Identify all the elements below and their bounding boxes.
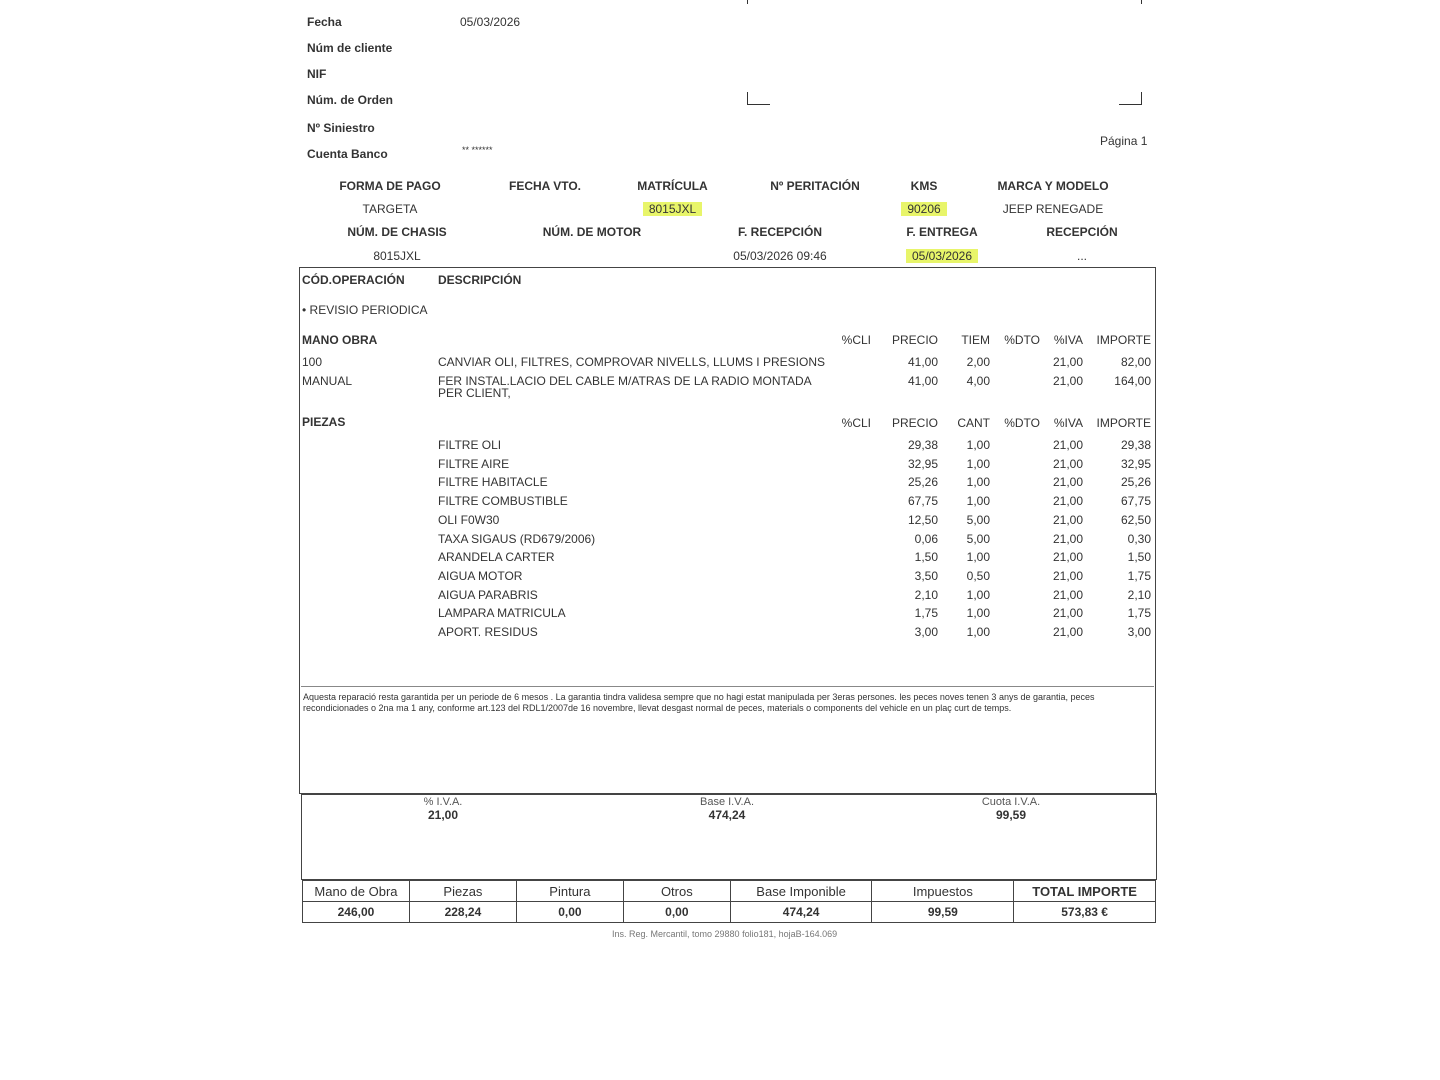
vat-base-label: Base I.V.A. (699, 796, 755, 808)
totals-pintura: 0,00 (516, 902, 623, 923)
mano-obra-desc: FER INSTAL.LACIO DEL CABLE M/ATRAS DE LA RADIO MONTADA (438, 374, 812, 388)
pieza-desc: AIGUA MOTOR (438, 568, 523, 583)
pieza-importe: 1,50 (1127, 550, 1151, 565)
pieza-precio: 1,75 (914, 606, 938, 621)
vat-cuota-label: Cuota I.V.A. (981, 796, 1041, 808)
pieza-cant: 1,00 (966, 475, 990, 490)
mano-obra-col-qty: TIEM (961, 333, 990, 347)
pieza-iva: 21,00 (1052, 475, 1083, 490)
mano-obra-code: MANUAL (302, 374, 353, 388)
totals-base-imponible: 474,24 (730, 902, 872, 923)
pieza-iva: 21,00 (1052, 625, 1083, 639)
totals-impuestos: 99,59 (872, 902, 1014, 923)
pieza-desc: AIGUA PARABRIS (438, 587, 538, 602)
kms-header: KMS (910, 179, 938, 193)
piezas-col-importe: IMPORTE (1096, 416, 1151, 430)
mano-obra-code: 100 (302, 355, 323, 369)
f-entrega-value (880, 249, 1004, 263)
mano-obra-desc-cont: PER CLIENT, (438, 386, 511, 400)
window-corner-tl (747, 0, 770, 4)
f-entrega-header: F. ENTREGA (906, 225, 978, 239)
pieza-desc: FILTRE HABITACLE (438, 475, 548, 490)
pieza-precio: 29,38 (907, 438, 938, 452)
pieza-importe: 25,26 (1120, 475, 1151, 490)
pieza-iva: 21,00 (1052, 494, 1083, 509)
totals-header-pintura: Pintura (516, 881, 623, 902)
mano-obra-col-dto: %DTO (1004, 333, 1040, 347)
pieza-cant: 5,00 (966, 512, 990, 527)
marca-modelo-value: JEEP RENEGADE (1002, 202, 1104, 216)
mano-obra-col-precio: PRECIO (891, 333, 938, 347)
pieza-importe: 32,95 (1120, 456, 1151, 471)
fecha-vto-header: FECHA VTO. (508, 179, 581, 193)
pieza-precio: 3,00 (914, 625, 938, 639)
pieza-desc: TAXA SIGAUS (RD679/2006) (438, 531, 596, 546)
pieza-cant: 5,00 (966, 531, 990, 546)
recepcion-header: RECEPCIÓN (1046, 225, 1118, 239)
piezas-col-dto: %DTO (1004, 416, 1040, 430)
pieza-cant: 1,00 (966, 550, 990, 565)
totals-header-piezas: Piezas (409, 881, 516, 902)
mano-obra-col-cli: %CLI (841, 333, 871, 347)
recepcion-value: ... (1076, 249, 1087, 263)
pieza-iva: 21,00 (1052, 550, 1083, 565)
pieza-desc: FILTRE COMBUSTIBLE (438, 494, 568, 509)
pieza-desc: LAMPARA MATRICULA (438, 606, 566, 621)
pieza-precio: 2,10 (914, 587, 938, 602)
pieza-precio: 32,95 (907, 456, 938, 471)
pieza-cant: 1,00 (966, 438, 990, 452)
forma-pago-value: TARGETA (362, 202, 418, 216)
pieza-cant: 1,00 (966, 494, 990, 509)
totals-header-impuestos: Impuestos (872, 881, 1014, 902)
pieza-cant: 1,00 (966, 606, 990, 621)
pieza-desc: FILTRE AIRE (438, 456, 510, 471)
pieza-precio: 67,75 (907, 494, 938, 509)
pieza-desc: FILTRE OLI (438, 438, 502, 452)
mano-obra-precio: 41,00 (907, 374, 938, 388)
totals-header-base-imponible: Base Imponible (730, 881, 872, 902)
pieza-precio: 25,26 (907, 475, 938, 490)
pieza-precio: 12,50 (907, 512, 938, 527)
pieza-importe: 1,75 (1127, 606, 1151, 621)
pieza-importe: 2,10 (1127, 587, 1151, 602)
totals-header-otros: Otros (623, 881, 730, 902)
pieza-importe: 67,75 (1120, 494, 1151, 509)
f-recepcion-header: F. RECEPCIÓN (737, 225, 822, 239)
motor-header: NÚM. DE MOTOR (542, 225, 642, 239)
pieza-precio: 0,06 (914, 531, 938, 546)
totals-mano-obra: 246,00 (303, 902, 410, 923)
chasis-header: NÚM. DE CHASIS (347, 225, 447, 239)
kms-value (894, 202, 954, 216)
totals-piezas: 228,24 (409, 902, 516, 923)
piezas-col-iva: %IVA (1053, 416, 1083, 430)
num-cliente-label: Núm de cliente (307, 41, 393, 55)
f-entrega-highlight: 05/03/2026 (906, 249, 978, 263)
cod-operacion-header: CÓD.OPERACIÓN (302, 273, 405, 287)
totals-header-mano-obra: Mano de Obra (303, 881, 410, 902)
window-corner-tr (1119, 0, 1142, 4)
mano-obra-importe: 164,00 (1114, 374, 1151, 388)
mano-obra-tiempo: 2,00 (966, 355, 990, 369)
pieza-precio: 1,50 (914, 550, 938, 565)
matricula-highlight: 8015JXL (643, 202, 702, 216)
window-corner-bl (747, 92, 770, 105)
piezas-col-precio: PRECIO (891, 416, 938, 430)
fecha-value: 05/03/2026 (460, 15, 521, 29)
pieza-desc: APORT. RESIDUS (438, 625, 538, 639)
guarantee-divider (301, 686, 1154, 687)
piezas-col-qty: CANT (957, 416, 990, 430)
pieza-cant: 1,00 (966, 625, 990, 639)
vat-pct-value: 21,00 (427, 808, 459, 822)
mano-obra-importe: 82,00 (1120, 355, 1151, 369)
mano-obra-col-importe: IMPORTE (1096, 333, 1151, 347)
vat-cuota-value: 99,59 (995, 808, 1027, 822)
mano-obra-precio: 41,00 (907, 355, 938, 369)
mano-obra-iva: 21,00 (1052, 355, 1083, 369)
pieza-cant: 0,50 (966, 568, 990, 583)
pieza-importe: 62,50 (1120, 512, 1151, 527)
totals-header-row (303, 881, 1156, 902)
totals-total-importe: 573,83 € (1014, 902, 1156, 923)
matricula-value (615, 202, 730, 216)
f-recepcion-value: 05/03/2026 09:46 (733, 249, 827, 263)
piezas-title: PIEZAS (302, 415, 346, 429)
mano-obra-iva: 21,00 (1052, 374, 1083, 388)
pieza-importe: 1,75 (1127, 568, 1151, 583)
peritacion-header: Nº PERITACIÓN (770, 179, 860, 193)
vat-pct-label: % I.V.A. (423, 796, 463, 808)
page-number: Página 1 (1100, 134, 1148, 148)
pieza-importe: 29,38 (1120, 438, 1151, 452)
guarantee-note: Aquesta reparació resta garantida per un periode de 6 mesos . La garantia tindra validesa sempre que no hagi estat manipulada per 3eras persones. les peces noves tenen 3 anys de garantia, peces recondicionades o 2na ma 1 any, conforme art.123 del RDL1/2007de 16 novembre, llevat desgast normal de peces, materials o components del vehicle en un plaç curt de temps. (303, 692, 1095, 713)
marca-modelo-header: MARCA Y MODELO (997, 179, 1109, 193)
mano-obra-col-iva: %IVA (1053, 333, 1083, 347)
mano-obra-desc: CANVIAR OLI, FILTRES, COMPROVAR NIVELLS, LLUMS I PRESIONS (438, 355, 825, 369)
nif-label: NIF (307, 67, 327, 81)
matricula-header: MATRÍCULA (637, 179, 708, 193)
pieza-importe: 0,30 (1127, 531, 1151, 546)
pieza-iva: 21,00 (1052, 587, 1083, 602)
operation-title: • REVISIO PERIODICA (302, 303, 428, 317)
pieza-desc: OLI F0W30 (438, 512, 500, 527)
chasis-value: 8015JXL (373, 249, 421, 263)
pieza-importe: 3,00 (1127, 625, 1151, 639)
piezas-col-cli: %CLI (841, 416, 871, 430)
pieza-iva: 21,00 (1052, 531, 1083, 546)
pieza-precio: 3,50 (914, 568, 938, 583)
registry-footer: Ins. Reg. Mercantil, tomo 29880 folio181, hojaB-164.069 (612, 929, 838, 939)
pieza-iva: 21,00 (1052, 438, 1083, 452)
cuenta-banco-label: Cuenta Banco (307, 147, 388, 161)
pieza-desc: ARANDELA CARTER (438, 550, 555, 565)
totals-value-row (303, 902, 1156, 923)
fecha-label: Fecha (307, 15, 342, 29)
mano-obra-tiempo: 4,00 (966, 374, 990, 388)
pieza-iva: 21,00 (1052, 456, 1083, 471)
pieza-iva: 21,00 (1052, 568, 1083, 583)
pieza-iva: 21,00 (1052, 512, 1083, 527)
num-orden-label: Núm. de Orden (307, 93, 394, 107)
vat-base-value: 474,24 (708, 808, 746, 822)
pieza-cant: 1,00 (966, 587, 990, 602)
kms-highlight: 90206 (901, 202, 946, 216)
siniestro-label: Nº Siniestro (307, 121, 375, 135)
totals-otros: 0,00 (623, 902, 730, 923)
cuenta-banco-value: ** ****** (462, 145, 493, 155)
mano-obra-title: MANO OBRA (302, 333, 378, 347)
window-corner-br (1119, 92, 1142, 105)
totals-table (302, 880, 1156, 923)
totals-header-total: TOTAL IMPORTE (1014, 881, 1156, 902)
pieza-iva: 21,00 (1052, 606, 1083, 621)
pieza-cant: 1,00 (966, 456, 990, 471)
descripcion-header: DESCRIPCIÓN (438, 273, 522, 287)
forma-pago-header: FORMA DE PAGO (339, 179, 441, 193)
